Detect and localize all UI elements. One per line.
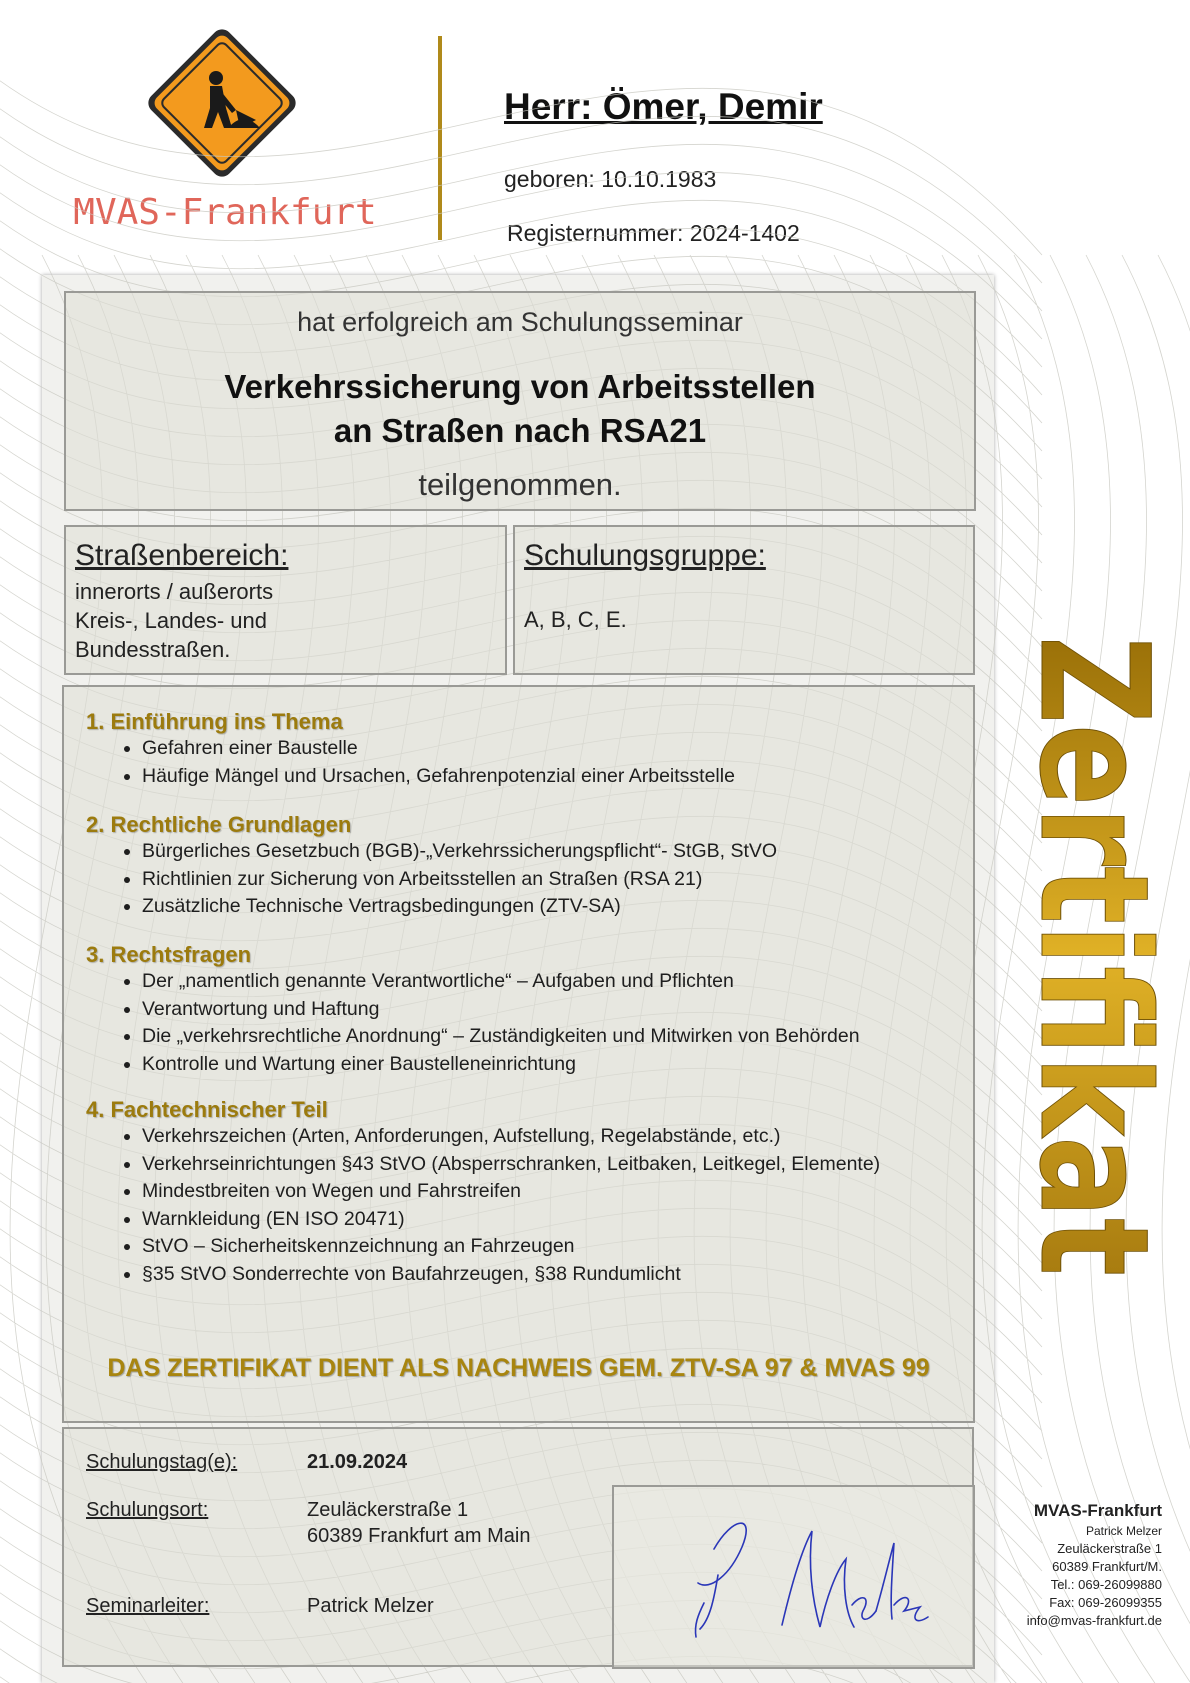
road-area-text — [75, 577, 273, 664]
course-title-line1: Verkehrssicherung von Arbeitsstellen — [224, 368, 816, 405]
header-divider — [438, 36, 442, 240]
section-title: 3. Rechtsfragen — [86, 942, 252, 967]
list-item: • StVO – Sicherheitskennzeichnung an Fahrzeugen — [142, 1233, 880, 1261]
seminar-leader-label: Seminarleiter: — [86, 1595, 210, 1617]
street: Zeuläckerstraße 1 — [1057, 1541, 1162, 1556]
training-date-label: Schulungstag(e): — [86, 1451, 238, 1473]
fax: Fax: 069-26099355 — [1049, 1595, 1162, 1610]
place-line: Zeuläckerstraße 1 — [307, 1499, 469, 1521]
register-number: Registernummer: 2024-1402 — [507, 220, 800, 246]
list-item: • §35 StVO Sonderrechte von Baufahrzeugen, §38 Rundumlicht — [142, 1261, 880, 1289]
signature-box — [612, 1485, 975, 1669]
intro-end: teilgenommen. — [418, 467, 622, 502]
road-area-line: Bundesstraßen. — [75, 637, 231, 662]
contact-person: Patrick Melzer — [1085, 1524, 1162, 1538]
brand-text: MVAS-Frankfurt — [73, 192, 377, 233]
course-title-line2: an Straßen nach RSA21 — [333, 412, 707, 449]
section-title: 4. Fachtechnischer Teil — [86, 1097, 328, 1122]
place-line: 60389 Frankfurt am Main — [307, 1525, 531, 1547]
list-item: • Verkehrszeichen (Arten, Anforderungen, Aufstellung, Regelabstände, etc.) — [142, 1123, 880, 1151]
road-area-box — [64, 525, 507, 675]
list-item: • Verantwortung und Haftung — [142, 996, 860, 1024]
list-item: • Kontrolle und Wartung einer Baustelleneinrichtung — [142, 1051, 860, 1079]
road-area-line: innerorts / außerorts — [75, 579, 274, 604]
list-item: • Gefahren einer Baustelle — [142, 735, 735, 763]
section-list — [116, 1123, 880, 1288]
training-group-box — [513, 525, 975, 675]
section-title: 2. Rechtliche Grundlagen — [86, 812, 352, 837]
company-address — [980, 1500, 1162, 1630]
certificate-sheet — [42, 275, 994, 1683]
birth-date: geboren: 10.10.1983 — [504, 166, 717, 192]
section-list — [116, 735, 735, 790]
intro-line: hat erfolgreich am Schulungsseminar — [297, 307, 743, 337]
list-item: • Bürgerliches Gesetzbuch (BGB)-„Verkehrssicherungspflicht“- StGB, StVO — [142, 838, 777, 866]
road-area-heading: Straßenbereich: — [75, 539, 289, 572]
intro-box — [64, 291, 976, 511]
training-group-heading: Schulungsgruppe: — [524, 539, 766, 572]
city: 60389 Frankfurt/M. — [1052, 1559, 1162, 1574]
mvas-logo — [60, 36, 390, 251]
curriculum-box — [62, 685, 975, 1423]
road-area-line: Kreis-, Landes- und — [75, 608, 267, 633]
training-group-value: A, B, C, E. — [524, 607, 627, 632]
seminar-leader-value: Patrick Melzer — [307, 1595, 434, 1617]
details-box — [62, 1427, 974, 1667]
vertical-title — [1006, 318, 1180, 1428]
participant-name: Herr: Ömer, Demir — [504, 86, 823, 127]
training-place-label: Schulungsort: — [86, 1499, 209, 1521]
vertical-title-text: Zertifikat — [1006, 636, 1180, 1428]
training-place-value — [307, 1497, 530, 1549]
company-name: MVAS-Frankfurt — [1033, 1501, 1162, 1520]
list-item: • Die „verkehrsrechtliche Anordnung“ – Zuständigkeiten und Mitwirken von Behörden — [142, 1023, 860, 1051]
list-item: • Zusätzliche Technische Vertragsbedingungen (ZTV-SA) — [142, 893, 777, 921]
training-date-value: 21.09.2024 — [307, 1451, 408, 1473]
section-title: 1. Einführung ins Thema — [86, 709, 343, 734]
section-list — [116, 968, 860, 1078]
course-title — [66, 365, 974, 453]
list-item: • Richtlinien zur Sicherung von Arbeitsstellen an Straßen (RSA 21) — [142, 866, 777, 894]
list-item: • Der „namentlich genannte Verantwortliche“ – Aufgaben und Pflichten — [142, 968, 860, 996]
section-list — [116, 838, 777, 921]
list-item: • Verkehrseinrichtungen §43 StVO (Absperrschranken, Leitbaken, Leitkegel, Elemente) — [142, 1151, 880, 1179]
email: info@mvas-frankfurt.de — [1026, 1613, 1162, 1628]
certificate-statement: DAS ZERTIFIKAT DIENT ALS NACHWEIS GEM. ZTV-SA 97 & MVAS 99 — [107, 1354, 930, 1382]
road-work-sign-icon — [144, 25, 300, 181]
signature-graphic — [614, 1487, 973, 1667]
list-item: • Mindestbreiten von Wegen und Fahrstreifen — [142, 1178, 880, 1206]
list-item: • Warnkleidung (EN ISO 20471) — [142, 1206, 880, 1234]
phone: Tel.: 069-26099880 — [1050, 1577, 1162, 1592]
list-item: • Häufige Mängel und Ursachen, Gefahrenpotenzial einer Arbeitsstelle — [142, 763, 735, 791]
